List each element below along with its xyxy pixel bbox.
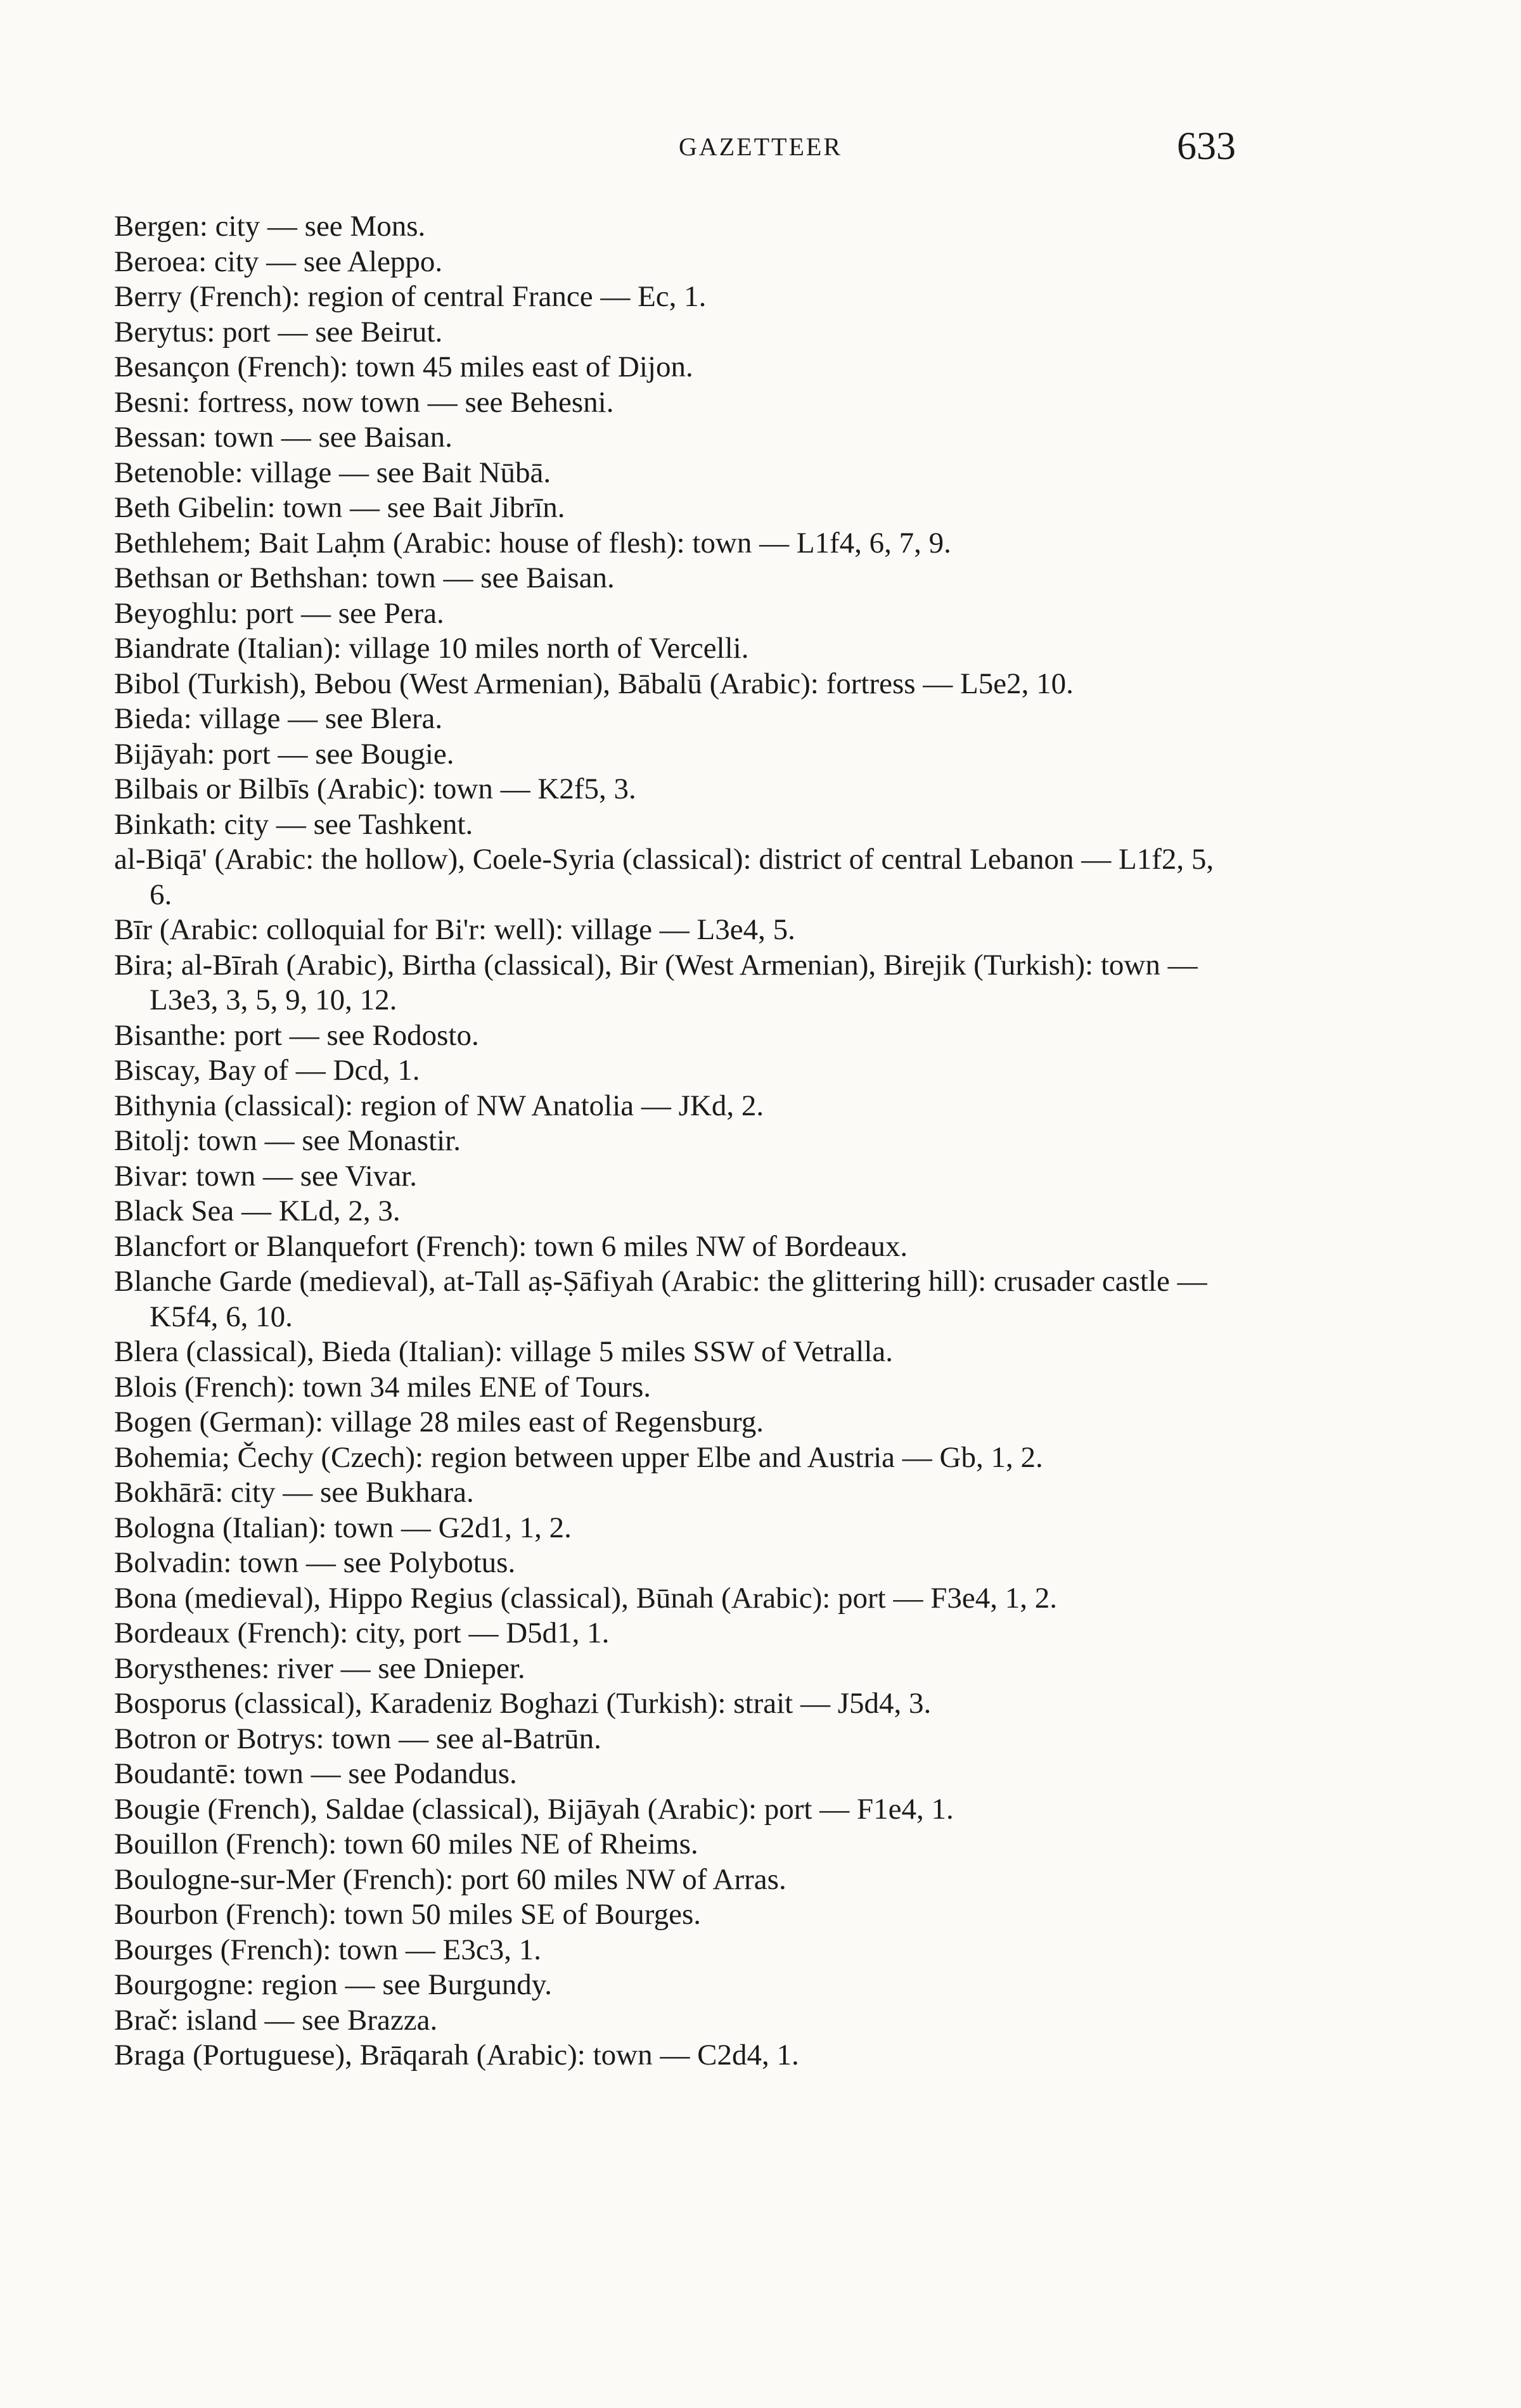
gazetteer-entry: Biscay, Bay of — Dcd, 1. (114, 1054, 420, 1087)
gazetteer-entry: Bisanthe: port — see Rodosto. (114, 1018, 479, 1052)
gazetteer-entry: Blois (French): town 34 miles ENE of Tours. (114, 1370, 651, 1404)
gazetteer-entry: Bithynia (classical): region of NW Anatolia — JKd, 2. (114, 1089, 764, 1122)
gazetteer-entry: Bourgogne: region — see Burgundy. (114, 1968, 553, 2001)
gazetteer-entry: Berytus: port — see Beirut. (114, 315, 443, 349)
gazetteer-entry: Brač: island — see Brazza. (114, 2003, 438, 2037)
gazetteer-entry: Bijāyah: port — see Bougie. (114, 737, 454, 771)
gazetteer-entry: Bourbon (French): town 50 miles SE of Bourges. (114, 1898, 702, 1931)
gazetteer-entry: Boudantē: town — see Podandus. (114, 1757, 517, 1790)
gazetteer-entry: Bethlehem; Bait Laḥm (Arabic: house of flesh): town — L1f4, 6, 7, 9. (114, 526, 951, 560)
gazetteer-entries (114, 209, 1242, 2073)
gazetteer-entry: Biandrate (Italian): village 10 miles north of Vercelli. (114, 632, 749, 665)
gazetteer-entry: Blera (classical), Bieda (Italian): village 5 miles SSW of Vetralla. (114, 1335, 894, 1368)
gazetteer-entry: Bethsan or Bethshan: town — see Baisan. (114, 561, 615, 594)
gazetteer-entry: Beroea: city — see Aleppo. (114, 245, 443, 278)
gazetteer-entry: Bīr (Arabic: colloquial for Bi'r: well): village — L3e4, 5. (114, 913, 795, 946)
gazetteer-entry: Bitolj: town — see Monastir. (114, 1124, 461, 1157)
gazetteer-entry: Bergen: city — see Mons. (114, 210, 426, 243)
gazetteer-entry: Blancfort or Blanquefort (French): town 6 miles NW of Bordeaux. (114, 1229, 908, 1263)
gazetteer-entry: Botron or Botrys: town — see al-Batrūn. (114, 1722, 601, 1755)
gazetteer-entry: Bohemia; Čechy (Czech): region between upper Elbe and Austria — Gb, 1, 2. (114, 1440, 1043, 1474)
gazetteer-entry: Bougie (French), Saldae (classical), Bijāyah (Arabic): port — F1e4, 1. (114, 1792, 954, 1826)
gazetteer-entry: Black Sea — KLd, 2, 3. (114, 1194, 401, 1227)
gazetteer-entry: Bieda: village — see Blera. (114, 702, 443, 735)
gazetteer-entry: Bouillon (French): town 60 miles NE of Rheims. (114, 1828, 698, 1860)
gazetteer-entry: Bosporus (classical), Karadeniz Boghazi (Turkish): strait — J5d4, 3. (114, 1687, 932, 1720)
gazetteer-entry: Bolvadin: town — see Polybotus. (114, 1546, 516, 1579)
gazetteer-entry: Berry (French): region of central France — Ec, 1. (114, 280, 707, 313)
gazetteer-entry: Bourges (French): town — E3c3, 1. (114, 1933, 541, 1966)
gazetteer-entry: Besançon (French): town 45 miles east of Dijon. (114, 350, 693, 383)
gazetteer-entry: Bilbais or Bilbīs (Arabic): town — K2f5, 3. (114, 772, 636, 805)
gazetteer-entry: Blanche Garde (medieval), at-Tall aṣ-Ṣāfiyah (Arabic: the glittering hill): crusader castle — K5f4, 6, 10. (114, 1265, 1207, 1333)
gazetteer-entry: Binkath: city — see Tashkent. (114, 807, 473, 841)
gazetteer-entry: Bordeaux (French): city, port — D5d1, 1. (114, 1617, 610, 1649)
gazetteer-entry: Bona (medieval), Hippo Regius (classical), Būnah (Arabic): port — F3e4, 1, 2. (114, 1581, 1057, 1615)
gazetteer-entry: Bologna (Italian): town — G2d1, 1, 2. (114, 1511, 572, 1544)
gazetteer-entry: Bessan: town — see Baisan. (114, 421, 452, 454)
gazetteer-entry: Besni: fortress, now town — see Behesni. (114, 385, 614, 419)
gazetteer-entry: Bokhārā: city — see Bukhara. (114, 1476, 474, 1509)
running-head: GAZETTEER (678, 132, 843, 161)
gazetteer-entry: Bibol (Turkish), Bebou (West Armenian), Bābalū (Arabic): fortress — L5e2, 10. (114, 667, 1074, 700)
gazetteer-entry: Beyoghlu: port — see Pera. (114, 596, 444, 630)
gazetteer-entry: Boulogne-sur-Mer (French): port 60 miles NW of Arras. (114, 1862, 786, 1896)
gazetteer-entry: Betenoble: village — see Bait Nūbā. (114, 456, 551, 489)
gazetteer-entry: Braga (Portuguese), Brāqarah (Arabic): town — C2d4, 1. (114, 2039, 799, 2072)
gazetteer-entry: Bira; al-Bīrah (Arabic), Birtha (classical), Bir (West Armenian), Birejik (Turkish): town — L3e3, 3, 5, 9, 10, 12. (114, 948, 1198, 1016)
page-number: 633 (1177, 125, 1236, 168)
gazetteer-entry: Borysthenes: river — see Dnieper. (114, 1651, 525, 1685)
gazetteer-entry: Beth Gibelin: town — see Bait Jibrīn. (114, 491, 565, 524)
gazetteer-entry: al-Biqā' (Arabic: the hollow), Coele-Syria (classical): district of central Lebanon — L1f2, 5, 6. (114, 843, 1214, 911)
gazetteer-entry: Bivar: town — see Vivar. (114, 1159, 417, 1193)
gazetteer-entry: Bogen (German): village 28 miles east of Regensburg. (114, 1406, 764, 1438)
